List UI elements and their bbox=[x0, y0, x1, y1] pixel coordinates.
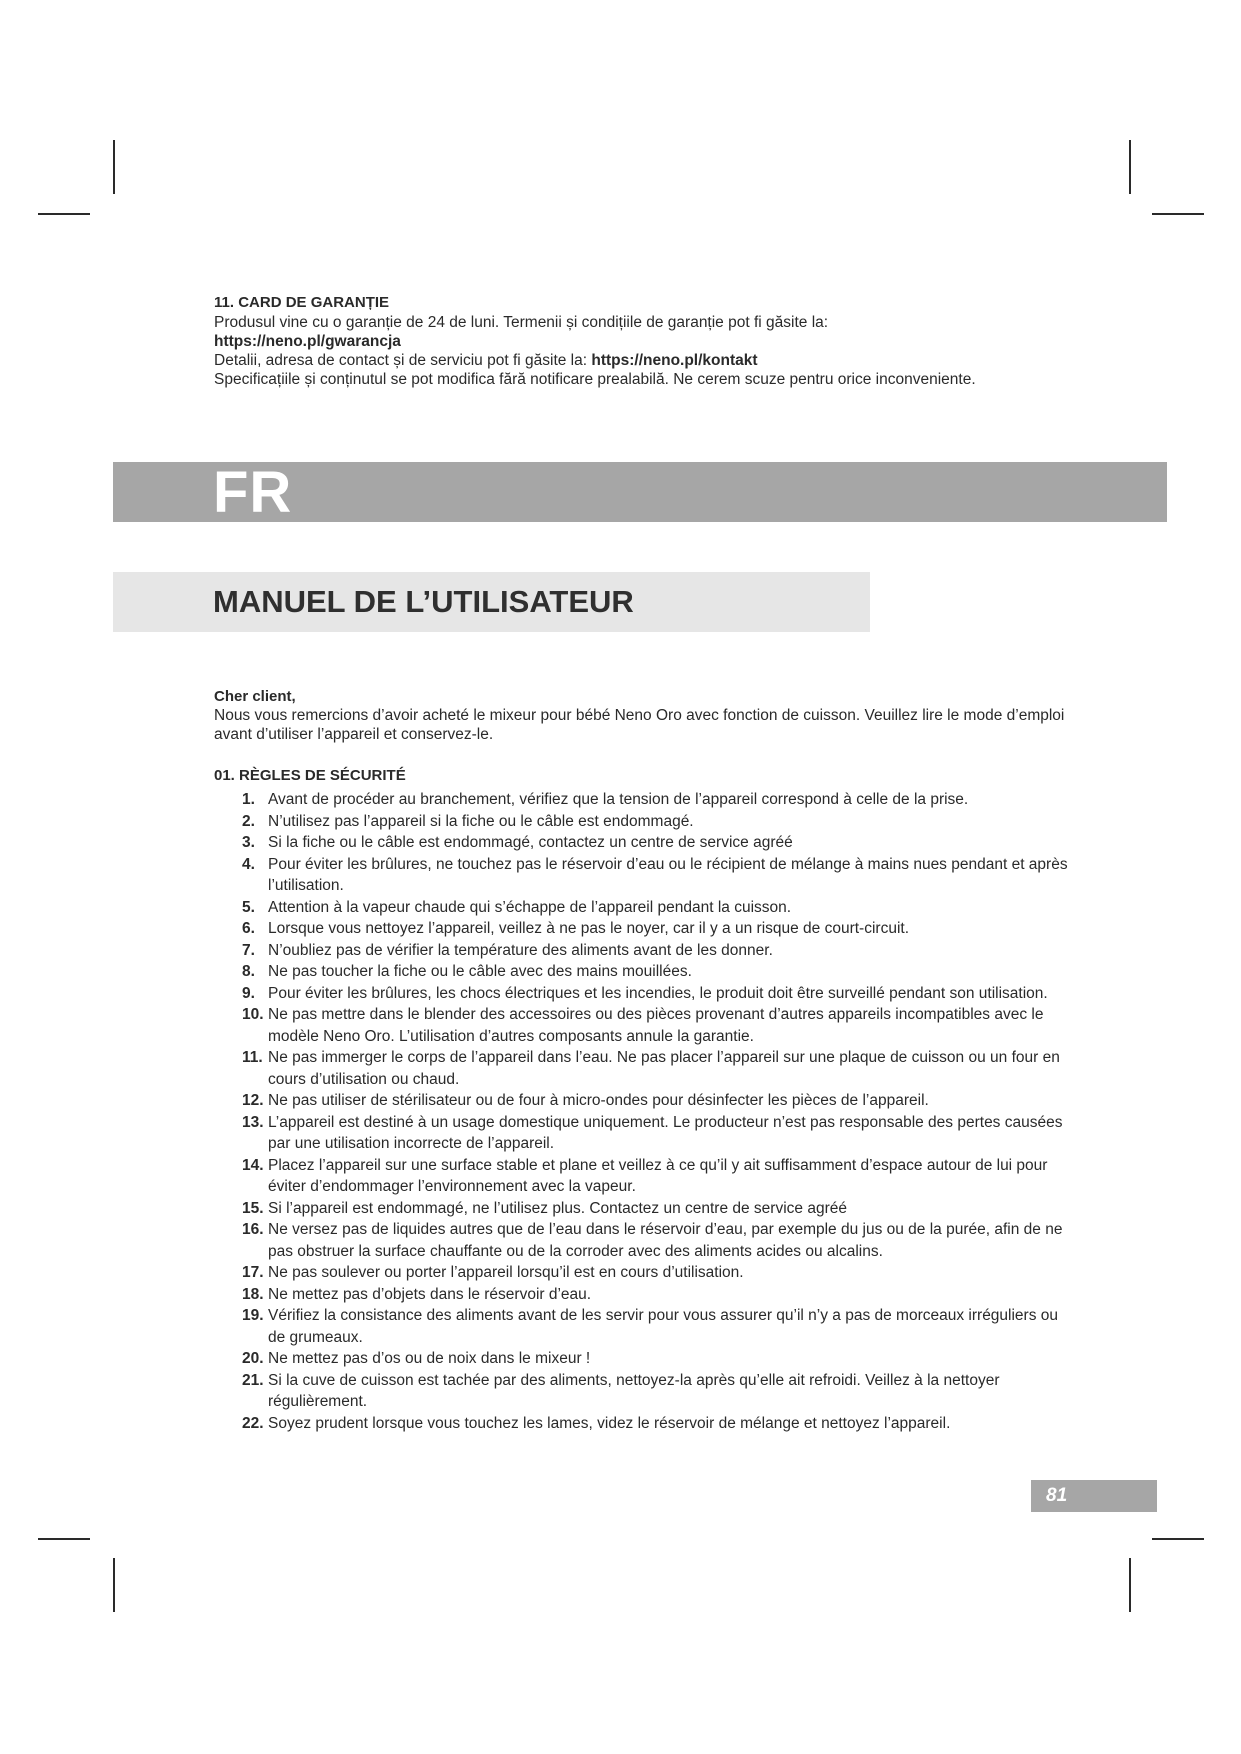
item-number: 20. bbox=[242, 1350, 264, 1367]
item-number: 22. bbox=[242, 1414, 264, 1432]
item-number: 21. bbox=[242, 1371, 264, 1389]
greeting: Cher client, bbox=[214, 688, 296, 705]
item-number: 17. bbox=[242, 1264, 264, 1281]
item-number: 19. bbox=[242, 1307, 264, 1324]
manual-title: MANUEL DE L’UTILISATEUR bbox=[213, 584, 634, 619]
item-text: Ne pas utiliser de stérilisateur ou de four à micro-ondes pour désinfecter les pièces de l’appareil. bbox=[268, 1092, 929, 1109]
item-number: 10. bbox=[242, 1006, 264, 1023]
contact-line-prefix: Detalii, adresa de contact și de serviciu pot fi găsite la: bbox=[214, 352, 592, 369]
crop-mark-bottom-left-vertical bbox=[113, 1558, 115, 1612]
list-item bbox=[214, 1348, 1074, 1370]
item-number: 13. bbox=[242, 1113, 264, 1131]
item-text: Si la cuve de cuisson est tachée par des aliments, nettoyez-la après qu’elle ait refroidi. Veillez à la nettoyer régulièrement. bbox=[268, 1371, 1000, 1410]
item-number: 1. bbox=[242, 791, 255, 808]
item-text: Vérifiez la consistance des aliments avant de les servir pour vous assurer qu’il n’y a pas de morceaux irréguliers ou de grumeaux. bbox=[268, 1307, 1059, 1346]
warranty-link[interactable]: https://neno.pl/gwarancja bbox=[214, 333, 401, 350]
warranty-heading: 11. CARD DE GARANȚIE bbox=[214, 294, 390, 311]
crop-mark-bottom-right-vertical bbox=[1129, 1558, 1131, 1612]
list-item bbox=[214, 983, 1074, 1005]
language-code: FR bbox=[213, 460, 293, 525]
notice-line: Specificațiile și conținutul se pot modifica fără notificare prealabilă. Ne cerem scuze pentru orice inconveniente. bbox=[214, 371, 976, 388]
list-item bbox=[214, 1370, 1074, 1413]
item-text: Placez l’appareil sur une surface stable et plane et veillez à ce qu’il y ait suffisamment d’espace autour de lui pour éviter d’endommager l’environnement avec la vapeur. bbox=[268, 1156, 1048, 1195]
list-item bbox=[214, 918, 1074, 940]
warranty-line: Produsul vine cu o garanție de 24 de luni. Termenii și condițiile de garanție pot fi găsite la: bbox=[214, 314, 829, 331]
contact-line bbox=[214, 351, 1074, 370]
item-number: 4. bbox=[242, 855, 255, 873]
crop-mark-bottom-left-horizontal bbox=[38, 1538, 90, 1540]
item-text: Ne pas soulever ou porter l’appareil lorsqu’il est en cours d’utilisation. bbox=[268, 1264, 744, 1281]
item-text: Soyez prudent lorsque vous touchez les lames, videz le réservoir de mélange et nettoyez l’appareil. bbox=[268, 1414, 951, 1432]
list-item bbox=[214, 1305, 1074, 1348]
list-item bbox=[214, 1004, 1074, 1047]
intro-section bbox=[214, 687, 1074, 744]
item-text: Avant de procéder au branchement, vérifiez que la tension de l’appareil correspond à celle de la prise. bbox=[268, 791, 969, 808]
item-text: Attention à la vapeur chaude qui s’échappe de l’appareil pendant la cuisson. bbox=[268, 898, 792, 916]
list-item bbox=[214, 961, 1074, 983]
item-text: Ne mettez pas d’os ou de noix dans le mixeur ! bbox=[268, 1350, 591, 1367]
list-item bbox=[214, 940, 1074, 962]
item-text: Pour éviter les brûlures, ne touchez pas le réservoir d’eau ou le récipient de mélange à mains nues pendant et après l’utilisation. bbox=[268, 855, 1068, 894]
crop-mark-top-right-vertical bbox=[1129, 140, 1131, 194]
list-item bbox=[214, 1198, 1074, 1220]
crop-mark-top-right-horizontal bbox=[1152, 213, 1204, 215]
item-text: Si la fiche ou le câble est endommagé, contactez un centre de service agréé bbox=[268, 834, 793, 851]
page-number: 81 bbox=[1046, 1485, 1068, 1506]
item-text: Ne pas mettre dans le blender des accessoires ou des pièces provenant d’autres appareils incompatibles avec le modèle Neno Oro. L’utilisation d’autres composants annule la garantie. bbox=[268, 1006, 1044, 1045]
list-item bbox=[214, 897, 1074, 919]
list-item bbox=[214, 1112, 1074, 1155]
item-number: 3. bbox=[242, 834, 255, 851]
item-text: Ne mettez pas d’objets dans le réservoir d’eau. bbox=[268, 1285, 592, 1303]
safety-heading: 01. RÈGLES DE SÉCURITÉ bbox=[214, 767, 406, 784]
safety-list bbox=[214, 789, 1074, 1434]
item-text: Lorsque vous nettoyez l’appareil, veillez à ne pas le noyer, car il y a un risque de court-circuit. bbox=[268, 920, 910, 937]
item-number: 5. bbox=[242, 898, 255, 916]
list-item bbox=[214, 1090, 1074, 1112]
intro-text: Nous vous remercions d’avoir acheté le mixeur pour bébé Neno Oro avec fonction de cuisson. Veuillez lire le mode d’emploi avant d’utiliser l’appareil et conservez-le. bbox=[214, 707, 1065, 743]
list-item bbox=[214, 854, 1074, 897]
crop-mark-bottom-right-horizontal bbox=[1152, 1538, 1204, 1540]
list-item bbox=[214, 1284, 1074, 1306]
item-number: 12. bbox=[242, 1092, 264, 1109]
item-number: 16. bbox=[242, 1221, 264, 1238]
crop-mark-top-left-horizontal bbox=[38, 213, 90, 215]
item-number: 18. bbox=[242, 1285, 264, 1303]
warranty-section bbox=[214, 293, 1074, 389]
item-number: 8. bbox=[242, 963, 255, 980]
item-number: 15. bbox=[242, 1199, 264, 1217]
list-item bbox=[214, 832, 1074, 854]
list-item bbox=[214, 1262, 1074, 1284]
list-item bbox=[214, 1047, 1074, 1090]
item-number: 14. bbox=[242, 1156, 264, 1174]
item-text: N’utilisez pas l’appareil si la fiche ou le câble est endommagé. bbox=[268, 812, 694, 830]
list-item bbox=[214, 789, 1074, 811]
item-number: 11. bbox=[242, 1049, 263, 1066]
item-text: Pour éviter les brûlures, les chocs électriques et les incendies, le produit doit être surveillé pendant son utilisation. bbox=[268, 984, 1048, 1002]
crop-mark-top-left-vertical bbox=[113, 140, 115, 194]
item-number: 7. bbox=[242, 941, 255, 959]
item-text: Si l’appareil est endommagé, ne l’utilisez plus. Contactez un centre de service agréé bbox=[268, 1199, 847, 1217]
safety-section bbox=[214, 766, 1074, 1434]
list-item bbox=[214, 811, 1074, 833]
list-item bbox=[214, 1155, 1074, 1198]
item-number: 6. bbox=[242, 920, 255, 937]
item-text: Ne pas toucher la fiche ou le câble avec des mains mouillées. bbox=[268, 963, 692, 980]
list-item bbox=[214, 1219, 1074, 1262]
item-text: N’oubliez pas de vérifier la température des aliments avant de les donner. bbox=[268, 941, 773, 959]
item-text: L’appareil est destiné à un usage domestique uniquement. Le producteur n’est pas responsable des pertes causées par une utilisation incorrecte de l’appareil. bbox=[268, 1113, 1063, 1152]
item-text: Ne versez pas de liquides autres que de l’eau dans le réservoir d’eau, par exemple du jus ou de la purée, afin de ne pas obstruer la surface chauffante ou de la corroder avec des aliments acides ou alcalins. bbox=[268, 1221, 1063, 1260]
item-number: 2. bbox=[242, 812, 255, 830]
list-item bbox=[214, 1413, 1074, 1435]
item-number: 9. bbox=[242, 984, 255, 1002]
item-text: Ne pas immerger le corps de l’appareil dans l’eau. Ne pas placer l’appareil sur une plaque de cuisson ou un four en cours d’utilisation ou chaud. bbox=[268, 1049, 1060, 1088]
contact-link[interactable]: https://neno.pl/kontakt bbox=[591, 352, 758, 369]
